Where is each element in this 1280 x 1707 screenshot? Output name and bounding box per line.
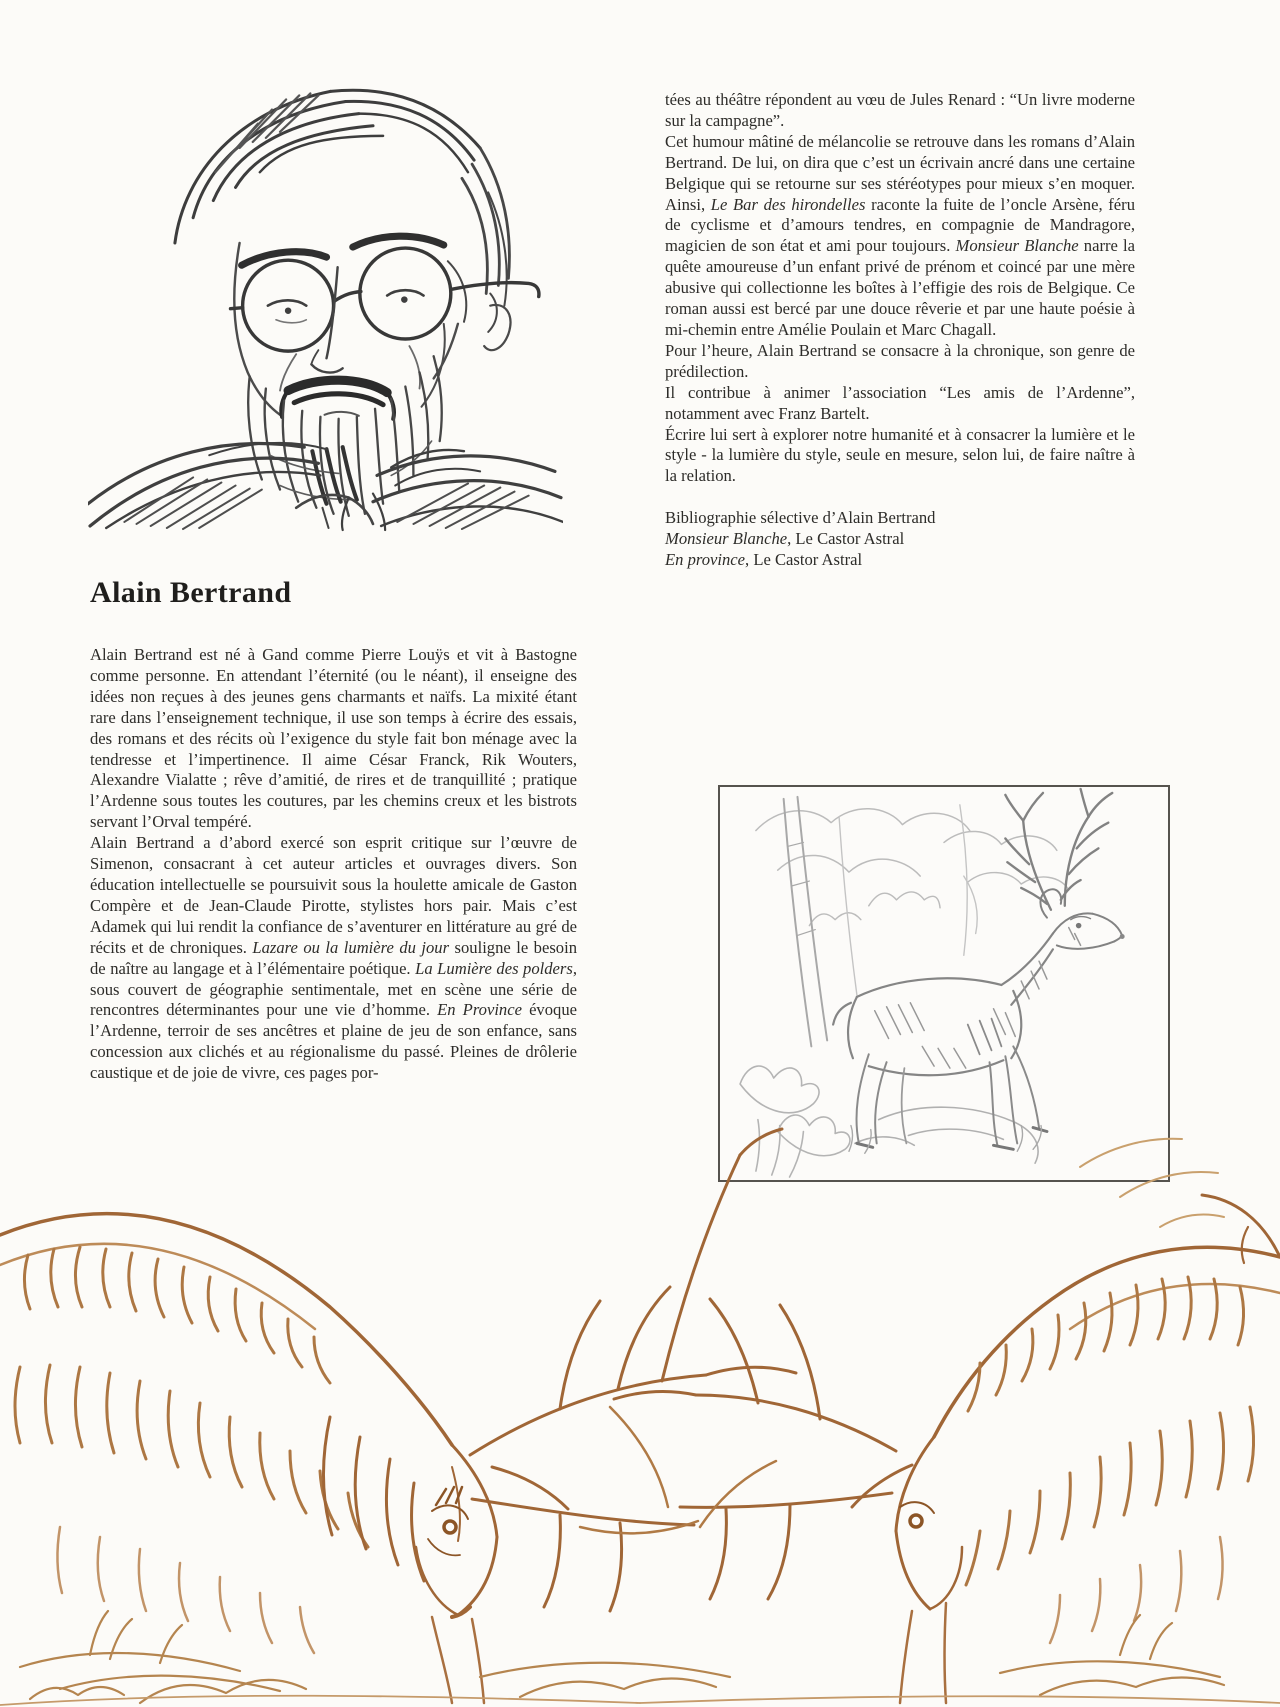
fighting-stags-drawing	[0, 1107, 1280, 1707]
left-stag-eye	[428, 1487, 468, 1555]
right-stag-eye	[900, 1502, 934, 1527]
tree-trunks	[784, 797, 828, 1046]
author-portrait-sketch	[88, 50, 563, 532]
paragraph: Pour l’heure, Alain Bertrand se consacre à la chronique, son genre de prédilection.	[665, 340, 1135, 381]
right-text-column	[665, 90, 1135, 571]
left-stag-antlers	[470, 1129, 796, 1611]
page-title: Alain Bertrand	[90, 576, 292, 609]
stag-legs	[432, 1603, 946, 1703]
round-glasses	[231, 248, 539, 351]
hair-hatching	[215, 93, 318, 172]
right-stag-antlers	[580, 1299, 912, 1599]
background-sketch-strokes	[1080, 1139, 1224, 1227]
grass	[0, 1611, 1280, 1705]
nose	[280, 267, 420, 390]
paragraph: tées au théâtre répondent au vœu de Jules Renard : “Un livre moderne sur la campagne”.	[665, 90, 1135, 130]
paragraph: Cet humour mâtiné de mélancolie se retrouve dans les romans d’Alain Bertrand. De lui, on dira que c’est un écrivain ancré dans une certaine Belgique qui se retourne sur ses stéréotypes pour mieux s’en moquer. Ainsi, Le Bar des hirondelles raconte la fuite de l’oncle Arsène, féru de cyclisme et d’amours tendres, en compagnie de Mandragore, magicien de son état et ami pour toujours. Monsieur Blanche narre la quête amoureuse d’un enfant privé de prénom et coincé par une mère abusive qui collectionne les boîtes à l’effigie des rois de Belgique. Ce roman aussi est bercé par une douce rêverie et par une haute poésie à mi-chemin entre Amélie Poulain et Marc Chagall.	[665, 131, 1135, 339]
left-stag-fur	[15, 1247, 424, 1653]
fighting-stags-illustration	[0, 1107, 1280, 1707]
bibliography-entry: En province, Le Castor Astral	[665, 550, 863, 570]
stag-body	[833, 934, 1053, 1076]
paragraph: Écrire lui sert à explorer notre humanité et à consacrer la lumière et le style - la lumière du style, seule en mesure, selon lui, de faire naître à la relation.	[665, 424, 1135, 486]
bibliography-entry: Monsieur Blanche, Le Castor Astral	[665, 529, 905, 549]
portrait-drawing	[88, 50, 563, 532]
left-text-column	[90, 645, 577, 1084]
stag-shading	[875, 928, 1081, 1069]
stag-head	[1040, 889, 1124, 949]
foliage-background	[756, 805, 1069, 995]
mustache	[281, 380, 394, 419]
paragraph: Il contribue à animer l’association “Les amis de l’Ardenne”, notamment avec Franz Bartelt.	[665, 382, 1135, 423]
right-stag-fur	[966, 1277, 1254, 1643]
paragraph: Alain Bertrand est né à Gand comme Pierre Louÿs et vit à Bastogne comme personne. En attendant l’éternité (ou le néant), il enseigne des idées non reçues à des jeunes gens charmants et naïfs. La mixité étant rare dans l’enseignement technique, il use son temps à écrire des essais, des romans et des récits où l’exigence du style fait bon ménage avec la tendresse et l’impertinence. Il aime César Franck, Rik Wouters, Alexandre Vialatte ; rêve d’amitié, de rires et de tranquillité ; pratique l’Ardenne sous toutes les coutures, par les chemins creux et les bistrots servant l’Orval tempéré.	[90, 645, 577, 832]
bibliography-title: Bibliographie sélective d’Alain Bertrand	[665, 508, 936, 528]
bibliography	[665, 508, 1135, 571]
paragraph: Alain Bertrand a d’abord exercé son esprit critique sur l’œuvre de Simenon, consacrant à cet auteur articles et ouvrages divers. Son éducation intellectuelle se poursuivit sous la houlette amicale de Gaston Compère et de Jean-Claude Pirotte, stylistes hors pair. Mais c’est Adamek qui lui rendit la confiance de s’aventurer en littérature au gré de récits et de chroniques. Lazare ou la lumière du jour souligne le besoin de naître au langage et à l’élémentaire poétique. La Lumière des polders, sous couvert de géographie sentimentale, met en scène une série de rencontres déterminantes pour une vie d’homme. En Province évoque l’Ardenne, terroir de ses ancêtres et plaine de jeu de son enfance, sans concession aux clichés et au régionalisme du passé. Pleines de drôlerie caustique et de joie de vivre, ces pages por-	[90, 833, 577, 1083]
eyebrows	[242, 236, 444, 265]
